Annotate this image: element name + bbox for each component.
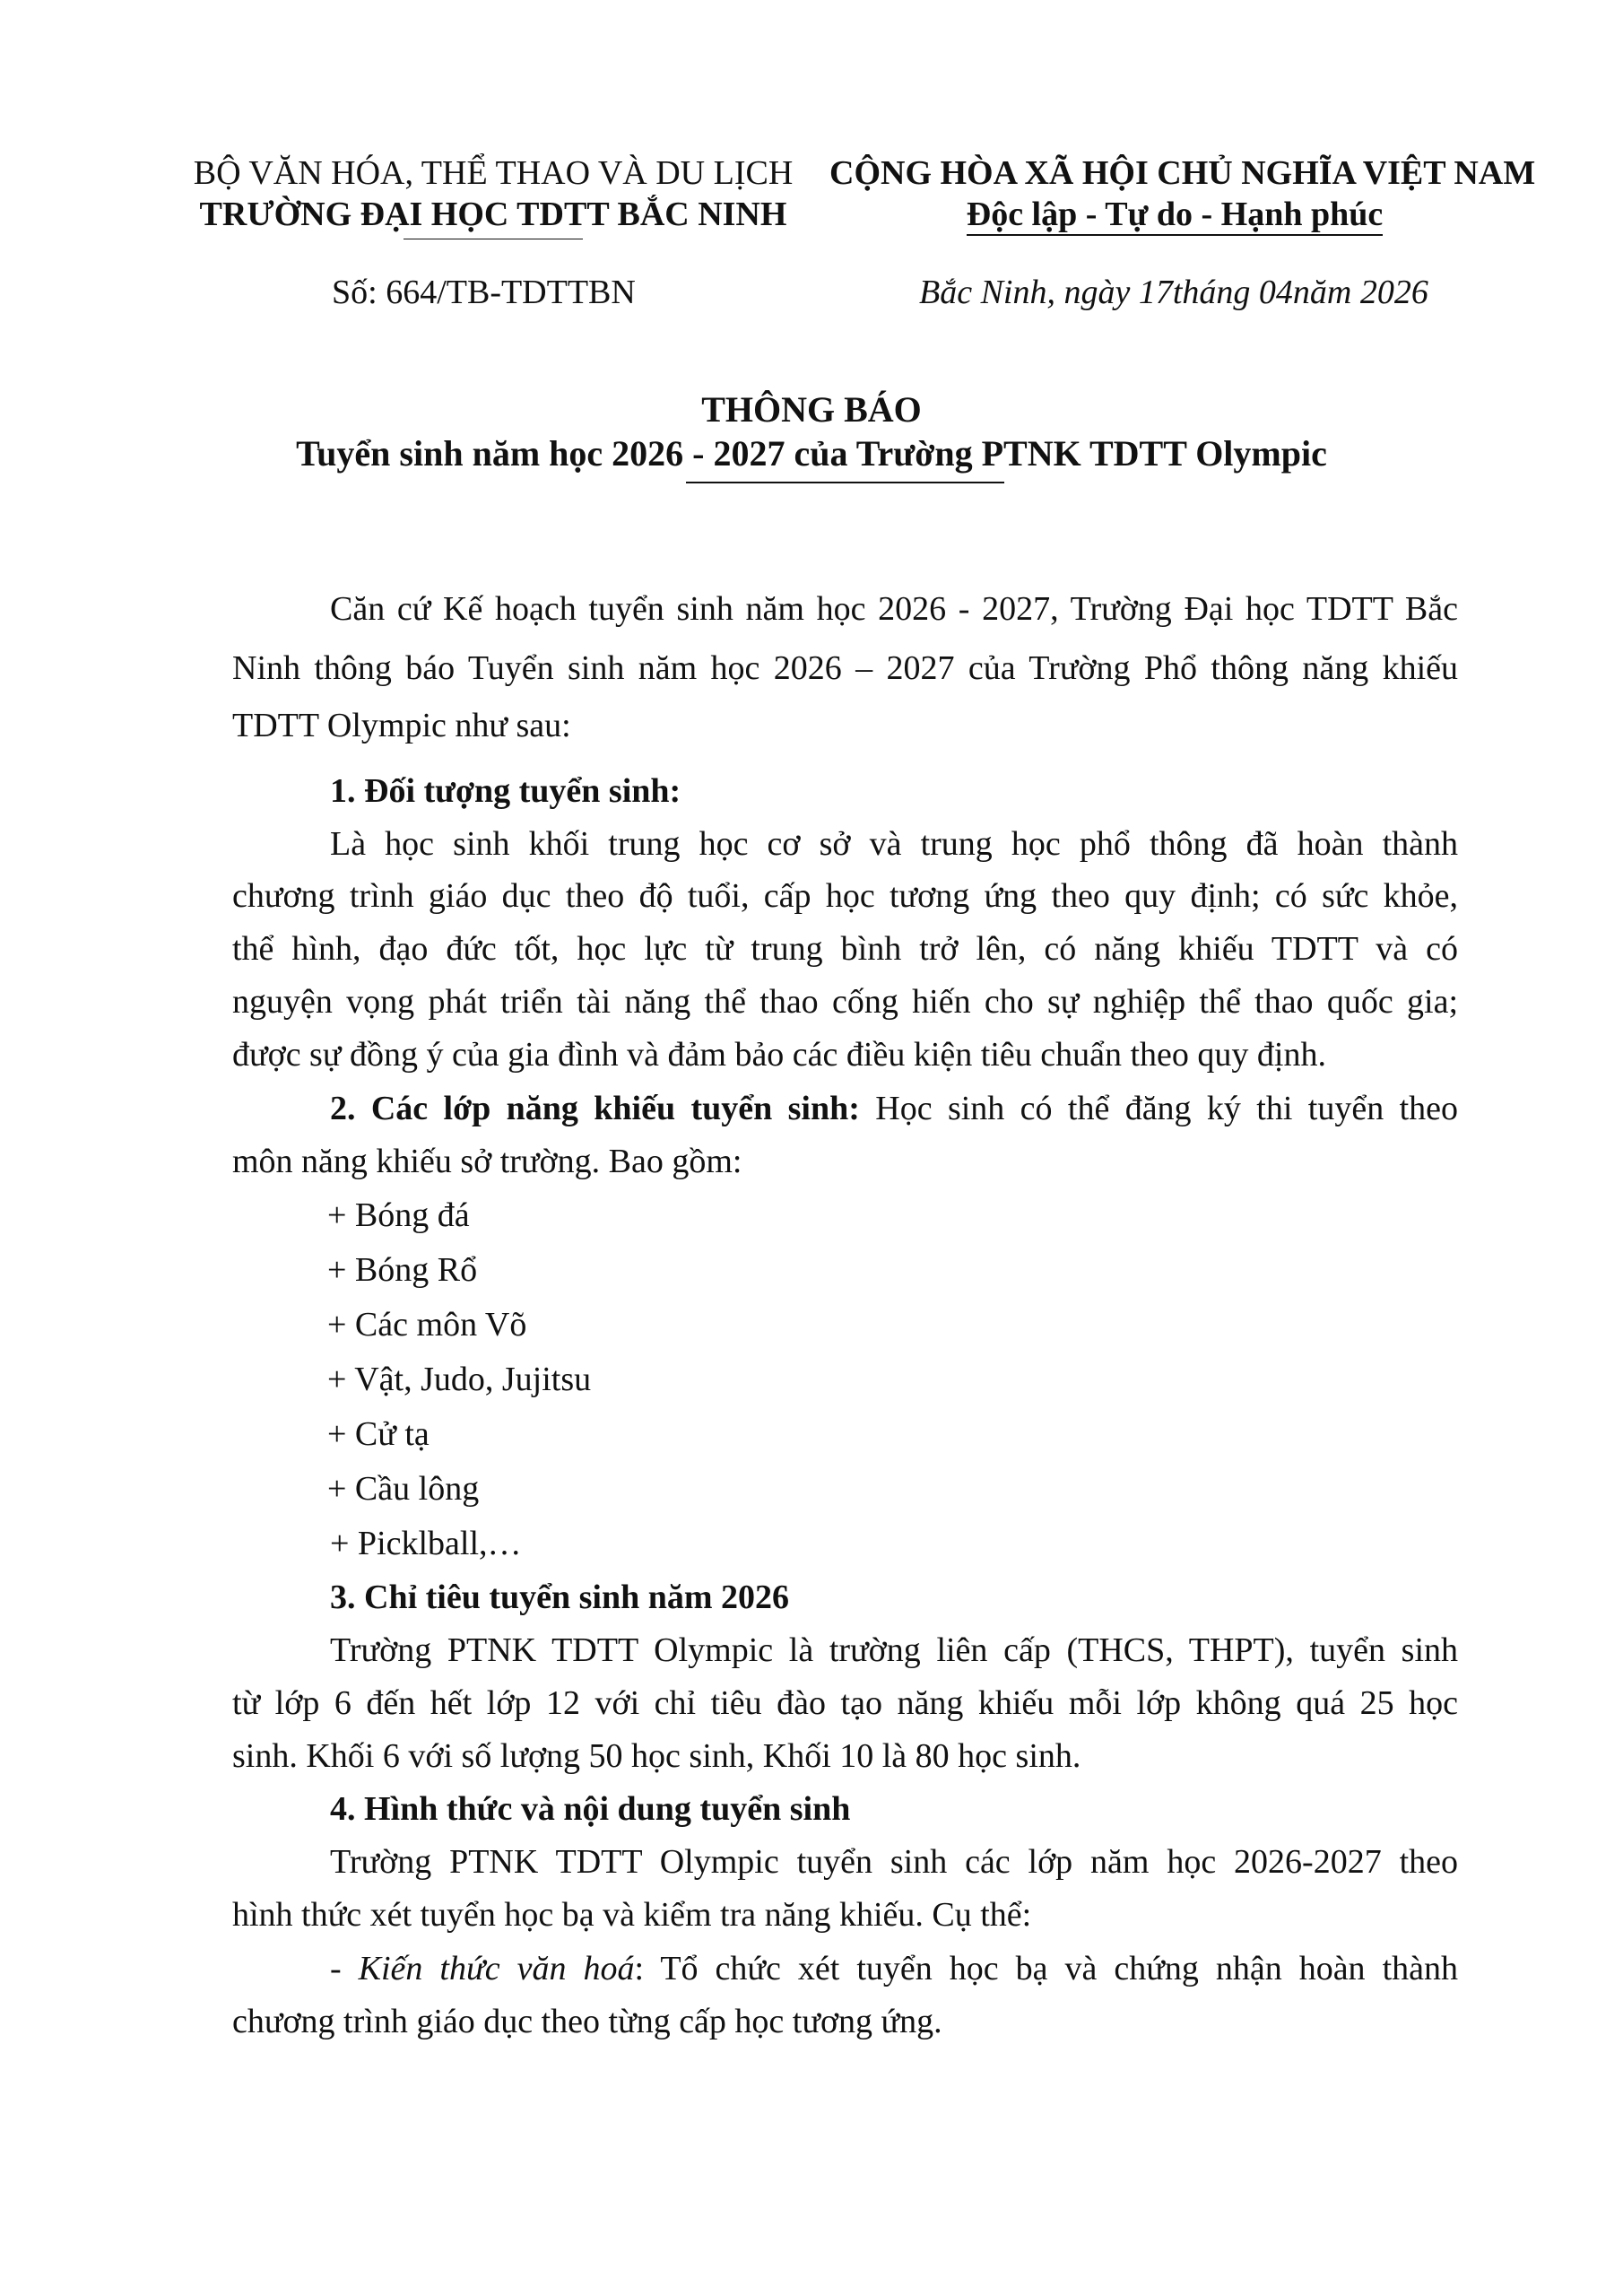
section1-line-5: được sự đồng ý của gia đình và đảm bảo các điều kiện tiêu chuẩn theo quy định. bbox=[232, 1036, 1326, 1074]
intro-line-3: TDTT Olympic như sau: bbox=[232, 707, 571, 744]
list-item: + Vật, Judo, Jujitsu bbox=[327, 1361, 592, 1398]
section4-item-line-2: chương trình giáo dục theo từng cấp học tương ứng. bbox=[232, 2003, 942, 2040]
number-suffix: /TB-TDTTBN bbox=[437, 274, 636, 311]
motto-text: Độc lập - Tự do - Hạnh phúc bbox=[967, 196, 1384, 236]
section2-line-2: môn năng khiếu sở trường. Bao gồm: bbox=[232, 1143, 742, 1180]
section2-line-1 bbox=[232, 1083, 1458, 1135]
number-prefix: Số: bbox=[332, 274, 386, 311]
section3-line-1: Trường PTNK TDTT Olympic là trường liên cấp (THCS, THPT), tuyển sinh bbox=[330, 1631, 1458, 1669]
document-title: THÔNG BÁO bbox=[701, 389, 922, 430]
section4-line-2: hình thức xét tuyển học bạ và kiểm tra năng khiếu. Cụ thể: bbox=[232, 1896, 1032, 1934]
list-item: + Cầu lông bbox=[327, 1470, 480, 1508]
section3-line-3: sinh. Khối 6 với số lượng 50 học sinh, Khối 10 là 80 học sinh. bbox=[232, 1737, 1081, 1775]
intro-line-1: Căn cứ Kế hoạch tuyển sinh năm học 2026 - 2027, Trường Đại học TDTT Bắc bbox=[330, 590, 1458, 628]
section4-item-rest: : Tổ chức xét tuyển học bạ và chứng nhận hoàn thành bbox=[634, 1950, 1458, 1987]
section1-line-1: Là học sinh khối trung học cơ sở và trung học phổ thông đã hoàn thành bbox=[330, 825, 1458, 863]
section2-heading: 2. Các lớp năng khiếu tuyển sinh: bbox=[330, 1090, 860, 1127]
list-item: + Bóng Rổ bbox=[327, 1251, 478, 1289]
document-date: Bắc Ninh, ngày 17tháng 04năm 2026 bbox=[919, 274, 1428, 311]
list-item: + Cử tạ bbox=[327, 1415, 430, 1453]
section4-item-line-1 bbox=[232, 1943, 1458, 1995]
section4-line-1: Trường PTNK TDTT Olympic tuyển sinh các lớp năm học 2026-2027 theo bbox=[330, 1843, 1458, 1881]
section1-heading: 1. Đối tượng tuyển sinh: bbox=[330, 772, 681, 810]
intro-line-2: Ninh thông báo Tuyển sinh năm học 2026 – 2027 của Trường Phổ thông năng khiếu bbox=[232, 649, 1458, 687]
list-item: + Các môn Võ bbox=[327, 1306, 527, 1344]
number-value: 664 bbox=[386, 274, 438, 311]
section1-line-4: nguyện vọng phát triển tài năng thể thao cống hiến cho sự nghiệp thể thao quốc gia; bbox=[232, 983, 1458, 1021]
section2-heading-rest: Học sinh có thể đăng ký thi tuyển theo bbox=[859, 1090, 1458, 1127]
motto bbox=[829, 194, 1520, 235]
list-item: + Picklball,… bbox=[330, 1525, 522, 1562]
document-number bbox=[332, 272, 636, 313]
title-underline bbox=[686, 482, 1004, 483]
list-item: + Bóng đá bbox=[327, 1196, 470, 1234]
ministry-name: BỘ VĂN HÓA, THỂ THAO VÀ DU LỊCH bbox=[193, 154, 794, 192]
section4-heading: 4. Hình thức và nội dung tuyển sinh bbox=[330, 1790, 851, 1828]
section4-item-label: - Kiến thức văn hoá bbox=[330, 1950, 635, 1987]
section3-heading: 3. Chỉ tiêu tuyển sinh năm 2026 bbox=[330, 1578, 790, 1616]
university-name: TRƯỜNG ĐẠI HỌC TDTT BẮC NINH bbox=[199, 196, 787, 233]
section3-line-2: từ lớp 6 đến hết lớp 12 với chỉ tiêu đào tạo năng khiếu mỗi lớp không quá 25 học bbox=[232, 1684, 1458, 1722]
document-subtitle: Tuyển sinh năm học 2026 - 2027 của Trường PTNK TDTT Olympic bbox=[296, 433, 1327, 474]
section1-line-3: thể hình, đạo đức tốt, học lực từ trung bình trở lên, có năng khiếu TDTT và có bbox=[232, 930, 1458, 968]
section1-line-2: chương trình giáo dục theo độ tuổi, cấp học tương ứng theo quy định; có sức khỏe, bbox=[232, 877, 1458, 915]
country-name: CỘNG HÒA XÃ HỘI CHỦ NGHĨA VIỆT NAM bbox=[829, 154, 1536, 192]
